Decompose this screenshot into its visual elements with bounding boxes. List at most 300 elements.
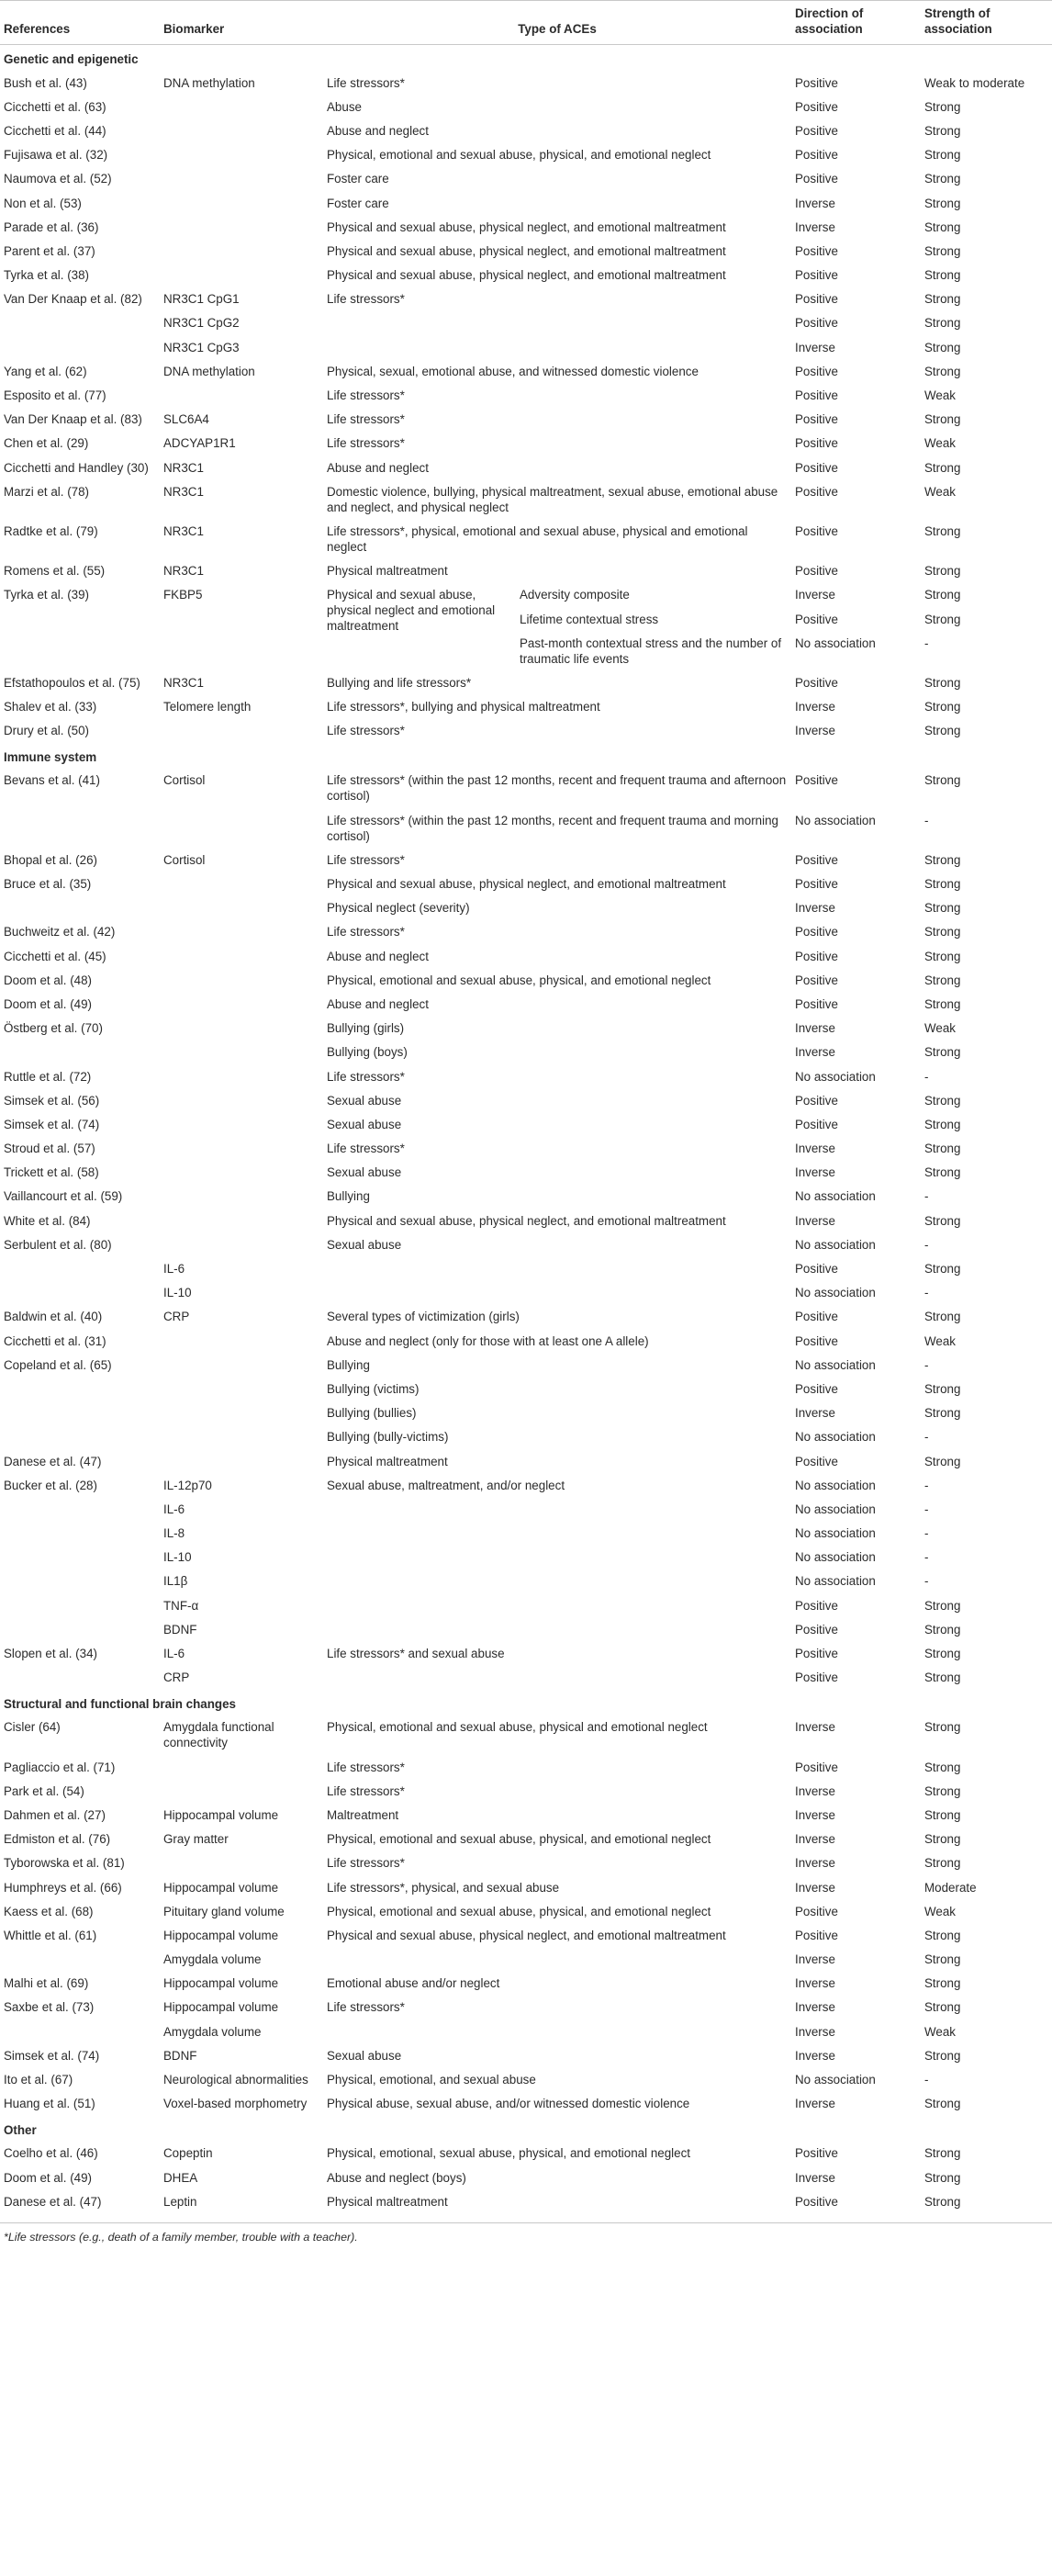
ace-type-cell: Sexual abuse, maltreatment, and/or neglect	[327, 1478, 565, 1492]
table-row	[0, 287, 1052, 311]
direction-cell: Positive	[795, 123, 838, 138]
table-row	[0, 992, 1052, 1016]
biomarker-cell	[160, 167, 323, 191]
table-row	[0, 1425, 1052, 1449]
ace-type-cell	[323, 1546, 791, 1569]
table-row	[0, 215, 1052, 239]
ace-type-cell	[323, 311, 791, 335]
ace-type-cell: Life stressors*	[327, 436, 405, 451]
biomarker-cell	[160, 1137, 323, 1161]
biomarker-cell	[160, 944, 323, 968]
reference-cell: White et al. (84)	[4, 1213, 91, 1228]
direction-cell: Positive	[795, 2146, 838, 2161]
table-row	[0, 1232, 1052, 1256]
direction-cell: Inverse	[795, 1856, 835, 1871]
strength-cell: Moderate	[924, 1880, 977, 1895]
strength-cell: Strong	[924, 196, 961, 210]
direction-cell: Inverse	[795, 2097, 835, 2111]
ace-type-cell: Physical maltreatment	[327, 564, 448, 579]
header-biomarker: Biomarker	[160, 1, 323, 45]
strength-cell: Strong	[924, 1381, 961, 1396]
strength-cell	[921, 583, 1052, 671]
direction-cell: Positive	[795, 436, 838, 451]
reference-cell: Kaess et al. (68)	[4, 1904, 94, 1918]
direction-cell: No association	[795, 2073, 876, 2087]
biomarker-cell	[160, 1401, 323, 1425]
table-row	[0, 769, 1052, 808]
strength-cell: Strong	[924, 99, 961, 114]
strength-value: -	[924, 636, 929, 650]
biomarker-cell	[160, 118, 323, 142]
biomarker-cell: DNA methylation	[163, 75, 255, 90]
strength-cell: -	[924, 1286, 929, 1300]
ace-type-cell: Physical, emotional and sexual abuse, physical and emotional neglect	[327, 1720, 708, 1735]
strength-cell: Weak	[924, 1021, 956, 1036]
direction-cell: Inverse	[795, 219, 835, 234]
direction-cell: Positive	[795, 1670, 838, 1685]
strength-cell: Weak	[924, 436, 956, 451]
ace-type-cell: Physical maltreatment	[327, 2194, 448, 2209]
ace-subtypes	[516, 583, 791, 671]
direction-value: Positive	[795, 612, 838, 626]
ace-type-cell: Life stressors*	[327, 292, 405, 307]
ace-split-group	[323, 583, 791, 671]
ace-type-cell: Life stressors*	[327, 75, 405, 90]
biomarker-cell	[160, 1353, 323, 1377]
ace-type-cell	[323, 1256, 791, 1280]
ace-subtype: Lifetime contextual stress	[520, 612, 659, 626]
table-row	[0, 583, 1052, 671]
reference-cell: Ruttle et al. (72)	[4, 1069, 92, 1084]
strength-cell: Strong	[924, 949, 961, 963]
ace-type-cell: Physical, emotional, and sexual abuse	[327, 2073, 536, 2087]
biomarker-cell: IL1β	[163, 1574, 188, 1589]
reference-cell: Cicchetti et al. (63)	[4, 99, 106, 114]
direction-cell: Positive	[795, 1310, 838, 1324]
reference-cell: Marzi et al. (78)	[4, 484, 90, 499]
biomarker-cell	[160, 968, 323, 992]
reference-cell: Stroud et al. (57)	[4, 1142, 95, 1156]
strength-cell: -	[924, 1526, 929, 1541]
direction-cell: Positive	[795, 973, 838, 987]
strength-cell: Strong	[924, 2146, 961, 2161]
strength-cell: Strong	[924, 1117, 961, 1131]
table-row	[0, 848, 1052, 872]
ace-type-cell: Physical abuse, sexual abuse, and/or witnessed domestic violence	[327, 2097, 690, 2111]
table-row	[0, 1088, 1052, 1112]
direction-cell	[791, 583, 921, 671]
ace-type-cell: Physical, emotional and sexual abuse, physical, and emotional neglect	[327, 148, 711, 163]
direction-cell: Positive	[795, 316, 838, 331]
direction-cell: Positive	[795, 1904, 838, 1918]
reference-cell: Esposito et al. (77)	[4, 388, 106, 403]
header-references: References	[0, 1, 160, 45]
reference-cell	[0, 1546, 160, 1569]
reference-cell: Tyrka et al. (38)	[4, 268, 90, 283]
table-row	[0, 264, 1052, 287]
table-row	[0, 519, 1052, 558]
table-row	[0, 1851, 1052, 1875]
table-body	[0, 45, 1052, 2214]
biomarker-cell	[160, 1112, 323, 1136]
ace-type-cell	[323, 1948, 791, 1972]
direction-cell: Inverse	[795, 1783, 835, 1798]
direction-cell: Positive	[795, 1454, 838, 1468]
ace-type-cell: Life stressors*	[327, 852, 405, 867]
biomarker-cell	[160, 1755, 323, 1779]
direction-cell: Positive	[795, 412, 838, 427]
reference-cell: Serbulent et al. (80)	[4, 1237, 112, 1252]
reference-cell: Cicchetti et al. (31)	[4, 1333, 106, 1348]
header-type-of-aces: Type of ACEs	[323, 1, 791, 45]
reference-cell: Non et al. (53)	[4, 196, 82, 210]
biomarker-cell	[160, 1425, 323, 1449]
direction-cell: Positive	[795, 1381, 838, 1396]
biomarker-cell: Pituitary gland volume	[163, 1904, 285, 1918]
reference-cell	[0, 1041, 160, 1064]
table-row	[0, 2019, 1052, 2043]
strength-cell: Strong	[924, 243, 961, 258]
reference-cell	[0, 1497, 160, 1521]
reference-cell: Coelho et al. (46)	[4, 2146, 98, 2161]
reference-cell	[0, 1425, 160, 1449]
strength-cell: -	[924, 813, 929, 827]
ace-type-cell: Physical maltreatment	[327, 1454, 448, 1468]
ace-type-cell: Life stressors*	[327, 1760, 405, 1774]
ace-type-cell: Physical, emotional, sexual abuse, physical, and emotional neglect	[327, 2146, 690, 2161]
strength-cell: -	[924, 1550, 929, 1565]
reference-cell: Romens et al. (55)	[4, 564, 106, 579]
reference-cell: Yang et al. (62)	[4, 364, 87, 378]
biomarker-cell: NR3C1	[163, 460, 204, 475]
ace-type-cell: Physical, sexual, emotional abuse, and witnessed domestic violence	[327, 364, 699, 378]
direction-cell: Positive	[795, 364, 838, 378]
biomarker-cell: Amygdala volume	[163, 1952, 262, 1967]
biomarker-cell: Neurological abnormalities	[163, 2073, 308, 2087]
strength-cell: Strong	[924, 1165, 961, 1180]
reference-cell: Humphreys et al. (66)	[4, 1880, 122, 1895]
ace-type-cell: Life stressors*	[327, 388, 405, 403]
strength-cell: Strong	[924, 2170, 961, 2185]
table-row	[0, 1377, 1052, 1400]
reference-cell: Efstathopoulos et al. (75)	[4, 675, 140, 690]
ace-type-cell: Emotional abuse and/or neglect	[327, 1976, 500, 1991]
strength-cell: Strong	[924, 2000, 961, 2015]
table-row	[0, 1185, 1052, 1209]
direction-cell: Positive	[795, 1117, 838, 1131]
reference-cell: Trickett et al. (58)	[4, 1165, 99, 1180]
ace-type-cell: Sexual abuse	[327, 2048, 402, 2063]
strength-cell: Strong	[924, 1142, 961, 1156]
table-row	[0, 1593, 1052, 1617]
biomarker-cell	[160, 1064, 323, 1088]
table-row	[0, 1329, 1052, 1353]
direction-cell: Positive	[795, 148, 838, 163]
reference-cell: Bush et al. (43)	[4, 75, 87, 90]
strength-cell: -	[924, 1502, 929, 1516]
ace-type-cell	[323, 583, 791, 671]
reference-cell	[0, 1256, 160, 1280]
direction-cell: Inverse	[795, 2170, 835, 2185]
ace-type-cell	[323, 1617, 791, 1641]
ace-type-cell: Bullying (girls)	[327, 1021, 405, 1036]
strength-cell: Strong	[924, 852, 961, 867]
biomarker-cell: IL-6	[163, 1647, 185, 1661]
reference-cell: Baldwin et al. (40)	[4, 1310, 103, 1324]
strength-cell: -	[924, 1430, 929, 1445]
direction-cell: Positive	[795, 172, 838, 186]
ace-type-cell: Domestic violence, bullying, physical maltreatment, sexual abuse, emotional abuse and neglect, and physical neglect	[327, 484, 778, 514]
reference-cell: Fujisawa et al. (32)	[4, 148, 108, 163]
table-row	[0, 944, 1052, 968]
table-row	[0, 1666, 1052, 1690]
table-row	[0, 2067, 1052, 2091]
ace-type-cell: Maltreatment	[327, 1807, 399, 1822]
ace-type-cell: Abuse and neglect (only for those with at least one A allele)	[327, 1333, 649, 1348]
reference-cell	[0, 1593, 160, 1617]
direction-cell: Positive	[795, 852, 838, 867]
biomarker-cell: NR3C1	[163, 484, 204, 499]
reference-cell: Radtke et al. (79)	[4, 523, 98, 538]
direction-cell: Inverse	[795, 1832, 835, 1847]
section-header-row	[0, 2116, 1052, 2142]
reference-cell: Danese et al. (47)	[4, 2194, 102, 2209]
strength-cell: Strong	[924, 1720, 961, 1735]
biomarker-cell	[160, 896, 323, 920]
biomarker-cell: IL-6	[163, 1502, 185, 1516]
ace-type-cell: Life stressors*	[327, 412, 405, 427]
strength-cell: Weak	[924, 388, 956, 403]
strength-cell: Strong	[924, 1093, 961, 1108]
table-row	[0, 359, 1052, 383]
biomarker-cell	[160, 264, 323, 287]
table-row	[0, 559, 1052, 583]
table-row	[0, 1569, 1052, 1593]
biomarker-cell	[160, 143, 323, 167]
section-title: Genetic and epigenetic	[4, 52, 139, 66]
strength-cell: Strong	[924, 1598, 961, 1613]
ace-type-cell: Life stressors*	[327, 724, 405, 738]
strength-cell: Strong	[924, 901, 961, 916]
biomarker-cell: CRP	[163, 1310, 190, 1324]
table-row	[0, 896, 1052, 920]
direction-cell: Inverse	[795, 340, 835, 354]
ace-type-cell	[323, 335, 791, 359]
biomarker-cell	[160, 1185, 323, 1209]
table-header	[0, 1, 1052, 45]
direction-cell: Inverse	[795, 724, 835, 738]
biomarker-cell: Voxel-based morphometry	[163, 2097, 308, 2111]
reference-cell	[0, 1401, 160, 1425]
table-row	[0, 1875, 1052, 1899]
reference-cell: Bruce et al. (35)	[4, 877, 92, 892]
strength-cell: Strong	[924, 1213, 961, 1228]
section-title: Other	[4, 2122, 37, 2137]
ace-type-cell	[323, 1497, 791, 1521]
ace-type-cell: Sexual abuse	[327, 1093, 402, 1108]
biomarker-cell: NR3C1	[163, 564, 204, 579]
strength-cell: Strong	[924, 292, 961, 307]
ace-type-cell: Life stressors*, physical, and sexual abuse	[327, 1880, 560, 1895]
table-row	[0, 670, 1052, 694]
ace-type-cell: Sexual abuse	[327, 1117, 402, 1131]
strength-cell: -	[924, 1574, 929, 1589]
ace-type-cell: Life stressors* and sexual abuse	[327, 1647, 505, 1661]
biomarker-cell: NR3C1	[163, 523, 204, 538]
table-row	[0, 1715, 1052, 1755]
reference-cell	[0, 1522, 160, 1546]
direction-cell: Positive	[795, 564, 838, 579]
strength-cell: Strong	[924, 973, 961, 987]
table-row	[0, 408, 1052, 432]
reference-cell: Parent et al. (37)	[4, 243, 95, 258]
biomarker-cell: BDNF	[163, 1622, 197, 1637]
direction-cell: Inverse	[795, 2048, 835, 2063]
biomarker-cell: IL-10	[163, 1550, 192, 1565]
ace-type-cell: Sexual abuse	[327, 1165, 402, 1180]
biomarker-cell	[160, 1329, 323, 1353]
table-row	[0, 335, 1052, 359]
direction-value: Inverse	[795, 588, 835, 602]
strength-cell: Strong	[924, 123, 961, 138]
strength-cell: Strong	[924, 1760, 961, 1774]
table-row	[0, 2142, 1052, 2165]
reference-cell: Park et al. (54)	[4, 1783, 84, 1798]
biomarker-cell: CRP	[163, 1670, 190, 1685]
biomarker-cell	[160, 1779, 323, 1803]
ace-type-cell: Life stressors*	[327, 1069, 405, 1084]
direction-cell: Inverse	[795, 1952, 835, 1967]
table-row	[0, 143, 1052, 167]
direction-cell: Positive	[795, 1262, 838, 1277]
ace-type-cell: Bullying (boys)	[327, 1045, 408, 1060]
table-row	[0, 1522, 1052, 1546]
ace-type-cell	[323, 1666, 791, 1690]
direction-cell: Inverse	[795, 1976, 835, 1991]
table-row	[0, 920, 1052, 944]
ace-type-cell	[323, 2019, 791, 2043]
biomarker-cell: Hippocampal volume	[163, 1807, 279, 1822]
ace-type-cell: Life stressors*	[327, 1856, 405, 1871]
ace-type-cell: Physical and sexual abuse, physical neglect, and emotional maltreatment	[327, 268, 726, 283]
ace-type-cell	[323, 1522, 791, 1546]
table-row	[0, 1996, 1052, 2019]
ace-type-cell: Physical and sexual abuse, physical neglect, and emotional maltreatment	[327, 1213, 726, 1228]
header-direction: Direction of association	[791, 1, 921, 45]
table-row	[0, 1281, 1052, 1305]
direction-cell: Positive	[795, 1928, 838, 1942]
direction-cell: Positive	[795, 268, 838, 283]
table-row	[0, 1209, 1052, 1232]
strength-cell: -	[924, 1069, 929, 1084]
direction-cell: No association	[795, 1574, 876, 1589]
direction-cell: No association	[795, 1237, 876, 1252]
reference-cell: Doom et al. (48)	[4, 973, 93, 987]
direction-cell: Positive	[795, 484, 838, 499]
strength-cell: Strong	[924, 724, 961, 738]
biomarker-cell	[160, 1851, 323, 1875]
reference-cell	[0, 1569, 160, 1593]
table-footnote: *Life stressors (e.g., death of a family member, trouble with a teacher).	[0, 2222, 1052, 2251]
ace-type-cell: Physical and sexual abuse, physical neglect, and emotional maltreatment	[327, 219, 726, 234]
table-row	[0, 1779, 1052, 1803]
table-row	[0, 1256, 1052, 1280]
reference-cell: Shalev et al. (33)	[4, 700, 97, 714]
strength-cell: Strong	[924, 1454, 961, 1468]
direction-cell: Inverse	[795, 1142, 835, 1156]
strength-cell: Strong	[924, 1952, 961, 1967]
direction-cell: No association	[795, 813, 876, 827]
strength-cell: Strong	[924, 1976, 961, 1991]
reference-cell: Ito et al. (67)	[4, 2073, 73, 2087]
direction-cell: Positive	[795, 292, 838, 307]
reference-cell: Copeland et al. (65)	[4, 1357, 112, 1372]
direction-cell: No association	[795, 1189, 876, 1204]
direction-cell: Positive	[795, 925, 838, 939]
table-row	[0, 968, 1052, 992]
table-row	[0, 1305, 1052, 1329]
strength-cell: Strong	[924, 460, 961, 475]
section-header-row	[0, 45, 1052, 72]
ace-type-cell	[323, 1281, 791, 1305]
table-row	[0, 191, 1052, 215]
reference-cell: Cicchetti et al. (44)	[4, 123, 106, 138]
ace-type-cell: Physical and sexual abuse, physical neglect, and emotional maltreatment	[327, 243, 726, 258]
reference-cell: Edmiston et al. (76)	[4, 1832, 111, 1847]
reference-cell: Cisler (64)	[4, 1720, 61, 1735]
strength-cell: Strong	[924, 1783, 961, 1798]
ace-type-cell: Abuse and neglect (boys)	[327, 2170, 466, 2185]
table-row	[0, 479, 1052, 519]
direction-cell: Positive	[795, 773, 838, 788]
section-title: Structural and functional brain changes	[4, 1696, 236, 1711]
section-title: Immune system	[4, 749, 97, 764]
strength-cell: Strong	[924, 675, 961, 690]
biomarker-cell: NR3C1 CpG3	[163, 340, 240, 354]
strength-cell: Strong	[924, 364, 961, 378]
strength-cell: Strong	[924, 1406, 961, 1421]
biomarker-cell: NR3C1	[163, 675, 204, 690]
direction-cell: Inverse	[795, 1021, 835, 1036]
table-row	[0, 1161, 1052, 1185]
reference-cell	[0, 1281, 160, 1305]
reference-cell: Buchweitz et al. (42)	[4, 925, 116, 939]
biomarker-cell: SLC6A4	[163, 412, 209, 427]
table-row	[0, 1972, 1052, 1996]
strength-cell: Strong	[924, 1262, 961, 1277]
biomarker-cell: IL-6	[163, 1262, 185, 1277]
ace-type-cell	[323, 1569, 791, 1593]
biomarker-cell	[160, 1088, 323, 1112]
biomarker-cell: TNF-α	[163, 1598, 199, 1613]
direction-cell: Inverse	[795, 700, 835, 714]
table-row	[0, 1803, 1052, 1827]
biomarker-cell: Hippocampal volume	[163, 1880, 279, 1895]
table-row	[0, 239, 1052, 263]
direction-cell: Inverse	[795, 1807, 835, 1822]
direction-cell: Inverse	[795, 2024, 835, 2039]
table-row	[0, 1064, 1052, 1088]
direction-cell: No association	[795, 1430, 876, 1445]
direction-cell: Inverse	[795, 1165, 835, 1180]
direction-cell: Positive	[795, 1598, 838, 1613]
direction-cell: Inverse	[795, 1880, 835, 1895]
biomarker-cell	[160, 1017, 323, 1041]
direction-cell: Inverse	[795, 1213, 835, 1228]
strength-cell: Strong	[924, 700, 961, 714]
table-row	[0, 2165, 1052, 2189]
table-row	[0, 872, 1052, 895]
